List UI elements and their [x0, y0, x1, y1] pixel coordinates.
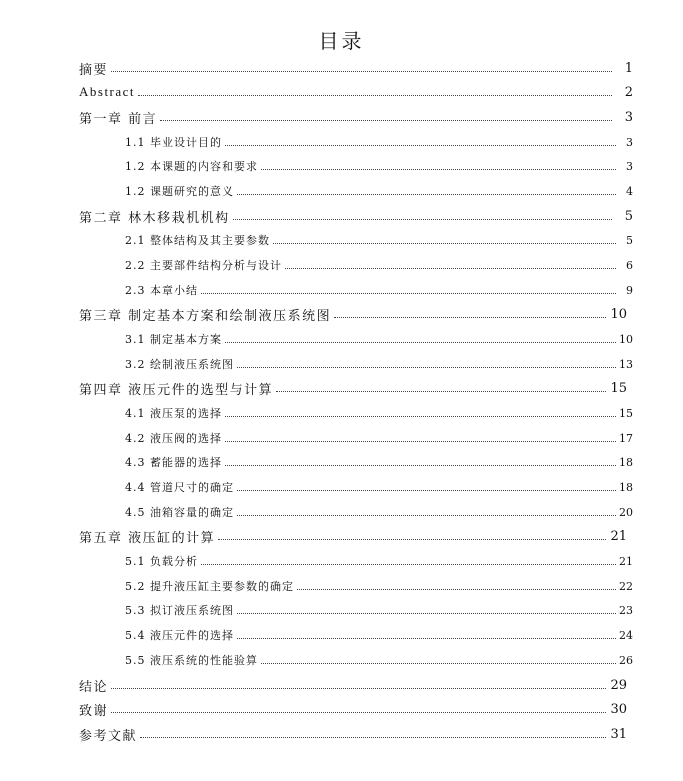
toc-entry [0, 549, 683, 573]
toc-entry-label: 结论 [79, 679, 109, 695]
toc-entry [0, 673, 683, 697]
toc-entry [0, 426, 683, 450]
toc-entry-label: 参考文献 [79, 728, 138, 744]
toc-entry-page-number: 18 [619, 480, 633, 494]
dot-leader [225, 441, 616, 442]
toc-entry [0, 352, 683, 376]
toc-entry [0, 130, 683, 154]
toc-entry-label: 1.2 课题研究的意义 [125, 185, 234, 198]
toc-entry [0, 722, 683, 746]
toc-entry-page-number: 9 [626, 283, 633, 297]
dot-leader [276, 391, 606, 392]
dot-leader [261, 663, 616, 664]
toc-entry [0, 56, 683, 80]
toc-entry-page-number: 4 [626, 184, 633, 198]
dot-leader [297, 589, 616, 590]
toc-entry-label: 4.4 管道尺寸的确定 [125, 481, 234, 494]
toc-entry-label: 1.1 毕业设计目的 [125, 136, 222, 149]
toc-entry-page-number: 22 [619, 579, 633, 593]
dot-leader [237, 367, 616, 368]
toc-entry-label: 3.2 绘制液压系统图 [125, 358, 234, 371]
toc-entry [0, 278, 683, 302]
toc-entry [0, 500, 683, 524]
dot-leader [140, 737, 606, 738]
toc-entry-page-number: 23 [619, 603, 633, 617]
toc-entry-page-number: 20 [619, 505, 633, 519]
toc-entry-label: 5.3 拟订液压系统图 [125, 604, 234, 617]
dot-leader [218, 539, 606, 540]
toc-entry-label: 4.5 油箱容量的确定 [125, 506, 234, 519]
dot-leader [237, 194, 616, 195]
dot-leader [225, 416, 616, 417]
toc-entry-page-number: 15 [610, 380, 627, 396]
toc-entry [0, 80, 683, 104]
toc-entry-page-number: 26 [619, 653, 633, 667]
toc-entry-label: 2.1 整体结构及其主要参数 [125, 234, 270, 247]
dot-leader [225, 145, 616, 146]
toc-entry-page-number: 10 [610, 306, 627, 322]
toc-entry-label: 4.2 液压阀的选择 [125, 432, 222, 445]
dot-leader [111, 688, 606, 689]
toc-entry-label: 2.2 主要部件结构分析与设计 [125, 259, 282, 272]
toc-entry [0, 450, 683, 474]
toc-entry-page-number: 21 [619, 554, 633, 568]
toc-entry-page-number: 5 [624, 208, 633, 224]
toc-entry-label: 4.3 蓄能器的选择 [125, 456, 222, 469]
toc-entry-label: 致谢 [79, 703, 109, 719]
toc-entry [0, 179, 683, 203]
dot-leader [273, 243, 616, 244]
toc-entry [0, 376, 683, 400]
dot-leader [334, 317, 606, 318]
toc-entry-page-number: 5 [626, 233, 633, 247]
toc-entry [0, 204, 683, 228]
toc-entry-label: 摘要 [79, 62, 109, 78]
dot-leader [201, 564, 616, 565]
toc-entry-label: 5.1 负载分析 [125, 555, 198, 568]
dot-leader [237, 613, 616, 614]
toc-entry-page-number: 21 [610, 528, 627, 544]
toc-entry-page-number: 3 [626, 159, 633, 173]
toc-entry-label: 1.2 本课题的内容和要求 [125, 160, 258, 173]
dot-leader [237, 490, 616, 491]
dot-leader [138, 95, 612, 96]
dot-leader [225, 342, 616, 343]
dot-leader [111, 712, 606, 713]
toc-entry-label: 5.2 提升液压缸主要参数的确定 [125, 580, 294, 593]
toc-entry-page-number: 2 [624, 84, 633, 100]
toc-entry [0, 105, 683, 129]
toc-entry-label: 第四章 液压元件的选型与计算 [79, 382, 274, 398]
dot-leader [285, 268, 616, 269]
toc-entry [0, 253, 683, 277]
toc-entry-page-number: 6 [626, 258, 633, 272]
dot-leader [233, 219, 612, 220]
toc-entry-page-number: 31 [610, 726, 627, 742]
toc-entry-page-number: 3 [626, 135, 633, 149]
toc-entry [0, 524, 683, 548]
toc-entry [0, 401, 683, 425]
dot-leader [237, 515, 616, 516]
toc-entry [0, 598, 683, 622]
dot-leader [160, 120, 612, 121]
toc-entry [0, 302, 683, 326]
toc-entry [0, 648, 683, 672]
dot-leader [237, 638, 616, 639]
toc-entry-page-number: 10 [619, 332, 633, 346]
toc-entry-page-number: 13 [619, 357, 633, 371]
toc-entry-page-number: 17 [619, 431, 633, 445]
toc-entry-page-number: 30 [610, 701, 627, 717]
dot-leader [225, 465, 616, 466]
dot-leader [111, 71, 612, 72]
toc-entry-label: 第三章 制定基本方案和绘制液压系统图 [79, 308, 332, 324]
toc-entry [0, 697, 683, 721]
toc-entry-page-number: 1 [624, 60, 633, 76]
dot-leader [201, 293, 616, 294]
toc-entry [0, 623, 683, 647]
toc-entry-page-number: 18 [619, 455, 633, 469]
toc-entry-label: 4.1 液压泵的选择 [125, 407, 222, 420]
toc-entry [0, 475, 683, 499]
toc-entry-label: 5.5 液压系统的性能验算 [125, 654, 258, 667]
toc-entry-label: 2.3 本章小结 [125, 284, 198, 297]
toc-entry-page-number: 29 [610, 677, 627, 693]
toc-entry [0, 327, 683, 351]
toc-entry [0, 154, 683, 178]
toc-entry-label: 第五章 液压缸的计算 [79, 530, 216, 546]
toc-entry-label: 5.4 液压元件的选择 [125, 629, 234, 642]
toc-entry-label: 第一章 前言 [79, 111, 158, 127]
page-title: 目录 [318, 29, 365, 53]
dot-leader [261, 169, 616, 170]
toc-entry [0, 228, 683, 252]
toc-entry-label: 3.1 制定基本方案 [125, 333, 222, 346]
toc-entry-page-number: 24 [619, 628, 633, 642]
toc-entry-label: Abstract [79, 84, 136, 99]
toc-entry-page-number: 3 [624, 109, 633, 125]
toc-entry-label: 第二章 林木移栽机机构 [79, 210, 230, 226]
toc-entry [0, 574, 683, 598]
toc-entry-page-number: 15 [619, 406, 633, 420]
